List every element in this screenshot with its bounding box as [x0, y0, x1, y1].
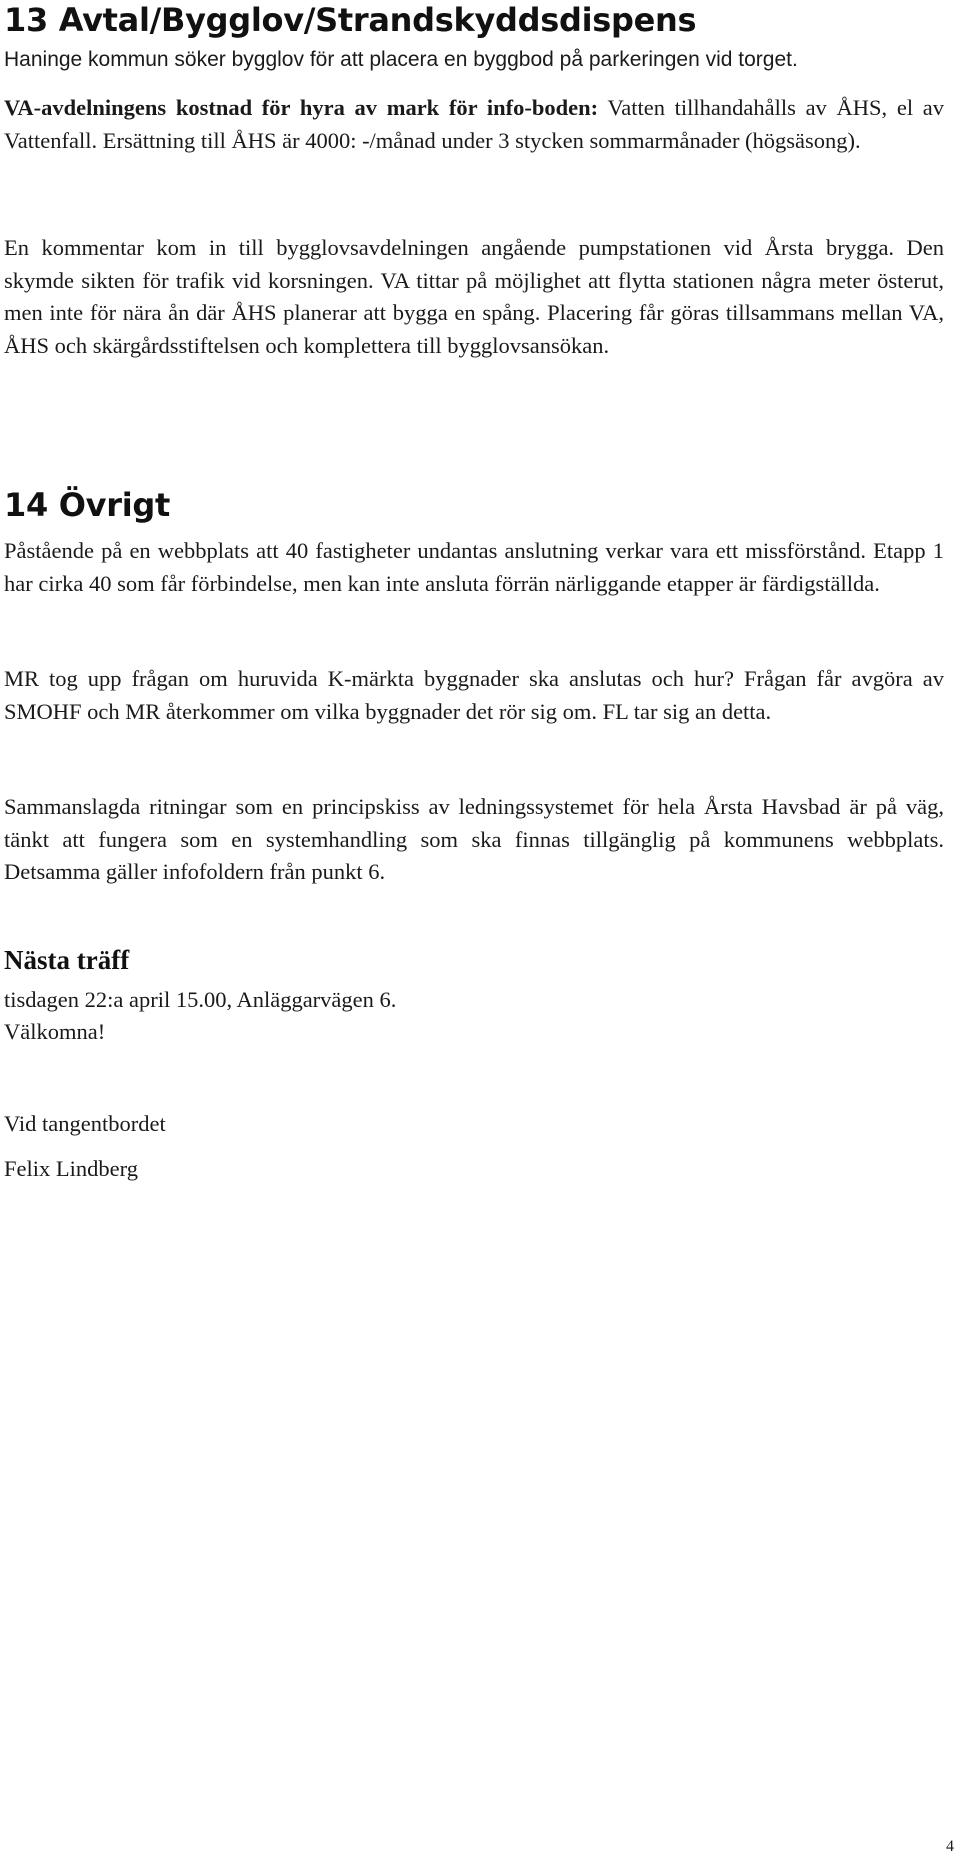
section-13-paragraph-1: Haninge kommun söker bygglov för att placera en byggbod på parkeringen vid torget.: [4, 48, 798, 71]
signature-line: Vid tangentbordet: [4, 1111, 166, 1136]
section-13-paragraph-2: [4, 92, 944, 157]
next-meeting-heading: Nästa träff: [4, 945, 130, 975]
signature-name: Felix Lindberg: [4, 1156, 138, 1181]
next-meeting-welcome: Välkomna!: [4, 1019, 106, 1044]
section-14-paragraph-3: Sammanslagda ritningar som en principskiss av ledningssystemet för hela Årsta Havsbad är på väg, tänkt att fungera som en systemhandling som ska finnas tillgänglig på kommunens webbplats. Detsamma gäller infofoldern från punkt 6.: [4, 794, 944, 884]
section-13-heading: 13 Avtal/Bygglov/Strandskyddsdispens: [4, 1, 697, 39]
section-13-paragraph-3: En kommentar kom in till bygglovsavdelningen angående pumpstationen vid Årsta brygga. Den skymde sikten för trafik vid korsningen. VA tittar på möjlighet att flytta stationen några meter österut, men inte för nära ån där ÅHS planerar att bygga en spång. Placering får göras tillsammans mellan VA, ÅHS och skärgårdsstiftelsen och komplettera till bygglovsansökan.: [4, 235, 944, 358]
section-14-paragraph-1: Påstående på en webbplats att 40 fastigheter undantas anslutning verkar vara ett missförstånd. Etapp 1 har cirka 40 som får förbindelse, men kan inte ansluta förrän närliggande etapper är färdigställda.: [4, 538, 944, 596]
next-meeting-date: tisdagen 22:a april 15.00, Anläggarvägen 6.: [4, 987, 397, 1012]
va-cost-text: Vatten tillhandahålls av ÅHS, el av Vattenfall. Ersättning till ÅHS är 4000: -/månad under 3 stycken sommarmånader (högsäsong).: [4, 95, 945, 153]
va-cost-label: VA-avdelningens kostnad för hyra av mark för info-boden:: [4, 95, 599, 120]
page-number: 4: [946, 1838, 954, 1855]
section-14-heading: 14 Övrigt: [4, 486, 170, 524]
section-14-paragraph-2: MR tog upp frågan om huruvida K-märkta byggnader ska anslutas och hur? Frågan får avgöra av SMOHF och MR återkommer om vilka byggnader det rör sig om. FL tar sig an detta.: [4, 666, 944, 724]
